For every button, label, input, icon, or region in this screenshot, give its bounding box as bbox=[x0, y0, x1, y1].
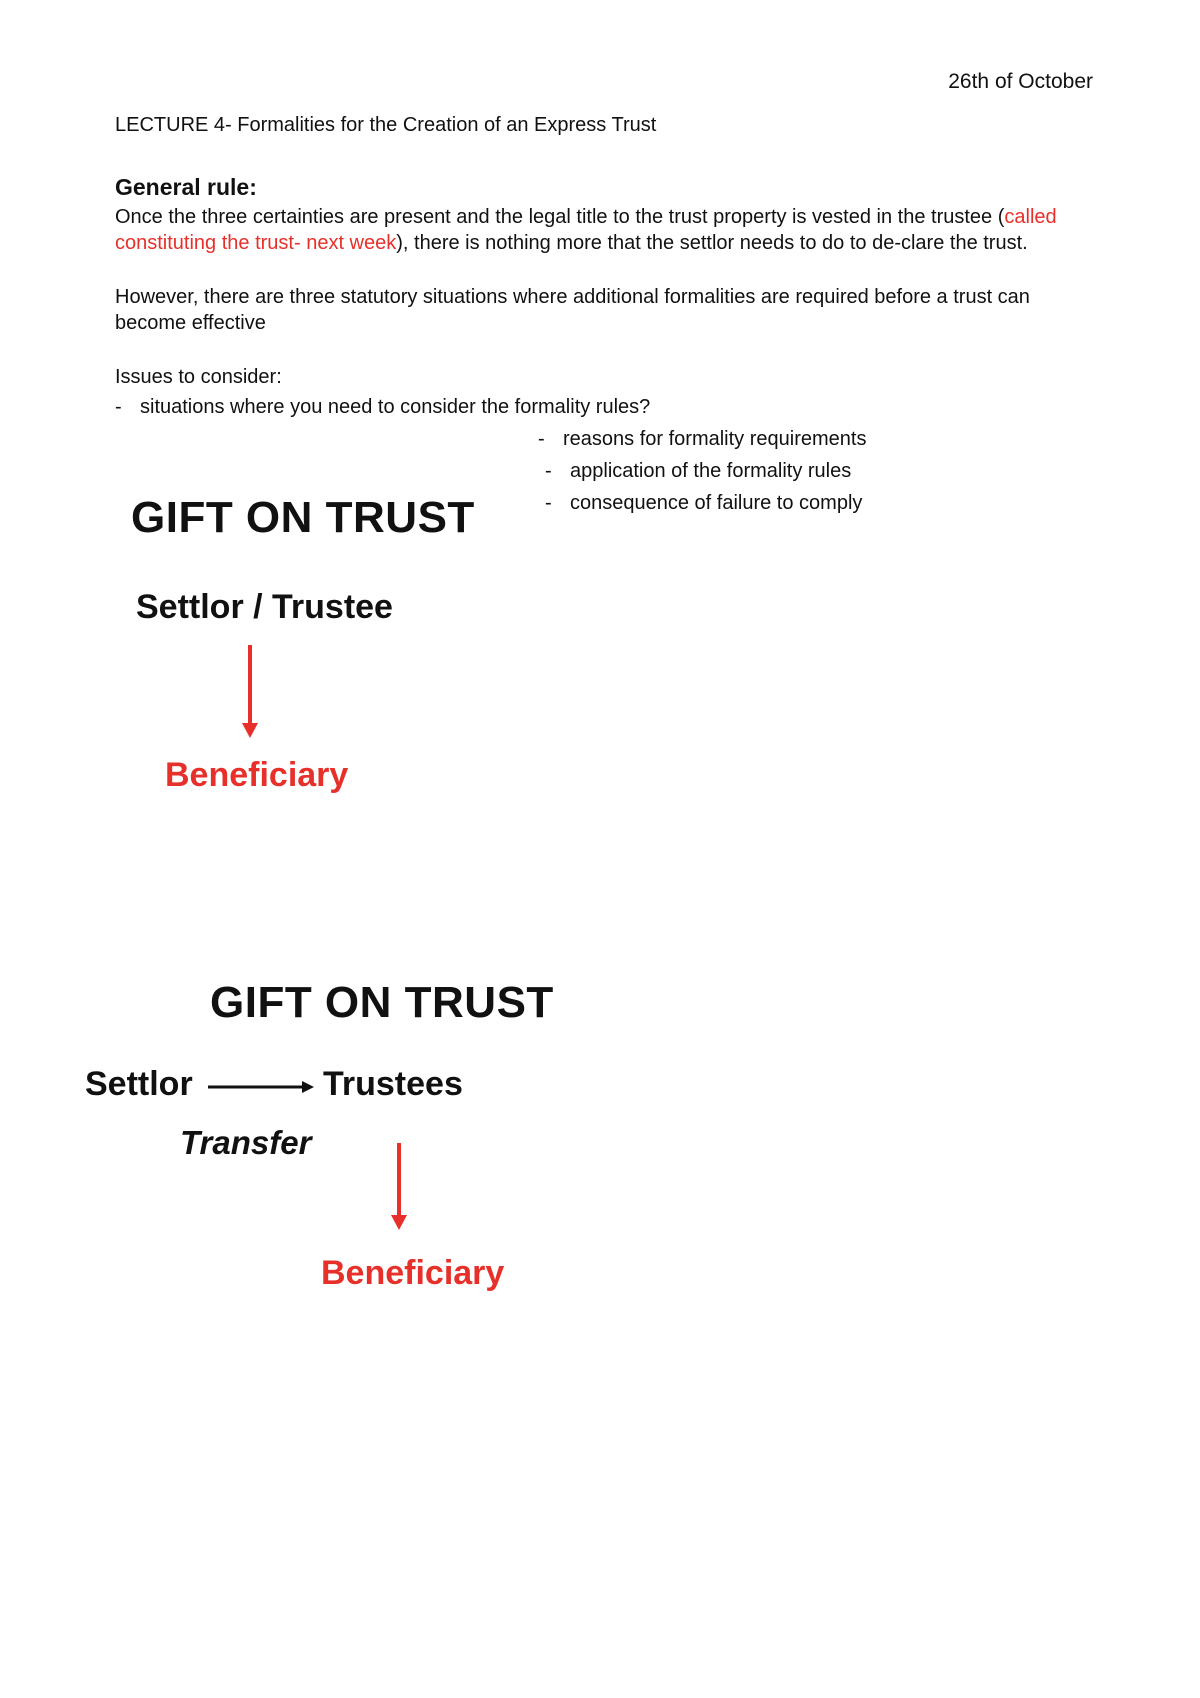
bullet-dash: - bbox=[538, 428, 545, 450]
list-item-text: application of the formality rules bbox=[570, 460, 852, 482]
paragraph-text-start: Once the three certainties are present and the legal title to the trust property is vested in the trustee ( bbox=[115, 206, 1005, 228]
down-arrow-icon bbox=[240, 645, 260, 740]
general-rule-heading: General rule: bbox=[115, 174, 257, 200]
list-item-text: situations where you need to consider the formality rules? bbox=[140, 396, 651, 418]
list-item bbox=[538, 428, 866, 451]
settlor-node: Settlor bbox=[85, 1065, 193, 1103]
lecture-title: LECTURE 4- Formalities for the Creation of an Express Trust bbox=[115, 114, 657, 136]
issues-label: Issues to consider: bbox=[115, 366, 282, 388]
list-item-text: consequence of failure to comply bbox=[570, 492, 863, 514]
list-item bbox=[545, 460, 851, 483]
right-arrow-icon bbox=[208, 1080, 316, 1094]
bullet-dash: - bbox=[115, 396, 122, 418]
list-item-text: reasons for formality requirements bbox=[563, 428, 867, 450]
beneficiary-node: Beneficiary bbox=[321, 1254, 505, 1292]
statutory-situations-paragraph: However, there are three statutory situations where additional formalities are required before a trust can become effective bbox=[115, 286, 1030, 334]
settlor-trustee-node: Settlor / Trustee bbox=[136, 588, 393, 626]
diagram-title: GIFT ON TRUST bbox=[131, 493, 475, 542]
bullet-dash: - bbox=[545, 460, 552, 482]
list-item bbox=[115, 396, 650, 419]
highlighted-note: called constituting the trust- next week bbox=[115, 206, 1057, 254]
down-arrow-icon bbox=[389, 1143, 409, 1231]
beneficiary-node: Beneficiary bbox=[165, 756, 349, 794]
transfer-label: Transfer bbox=[180, 1124, 312, 1161]
list-item bbox=[545, 492, 862, 515]
diagram-title: GIFT ON TRUST bbox=[210, 978, 554, 1027]
general-rule-paragraph bbox=[115, 204, 1090, 256]
trustees-node: Trustees bbox=[323, 1065, 463, 1103]
paragraph-text-end: ), there is nothing more that the settlor needs to do to de-clare the trust. bbox=[396, 232, 1028, 254]
lecture-date: 26th of October bbox=[948, 70, 1093, 93]
bullet-dash: - bbox=[545, 492, 552, 514]
